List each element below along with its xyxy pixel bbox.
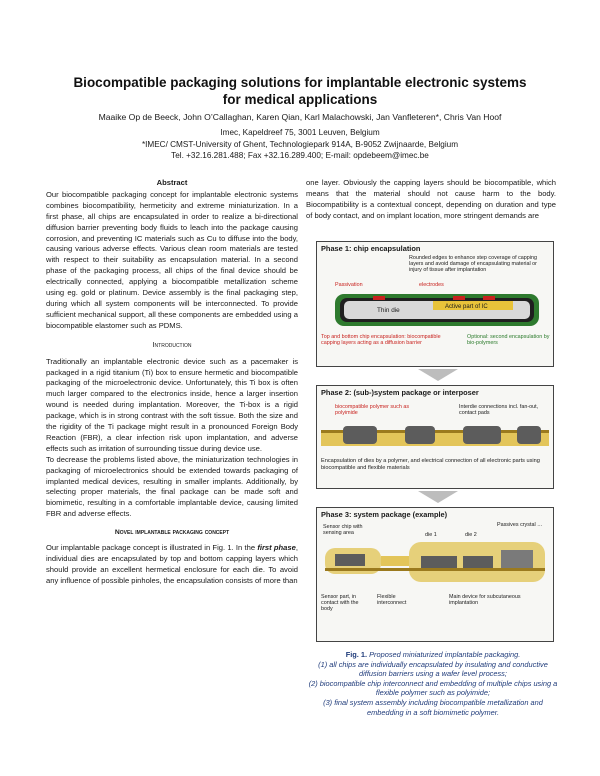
electrode-shape bbox=[483, 296, 495, 300]
caption-line-2: (1) all chips are individually encapsulated by insulating and conductive diffusion barriers using a wafer level process; bbox=[318, 659, 548, 679]
phase-2-title: Phase 2: (sub-)system package or interposer bbox=[321, 388, 479, 397]
label-phase-2-description: Encapsulation of dies by a polymer, and electrical connection of all electronic parts using biocompatible and flexible materials bbox=[321, 458, 540, 471]
caption-line-1: Proposed miniaturized implantable packaging. bbox=[369, 650, 521, 659]
authors: Maaike Op de Beeck, John O’Callaghan, Karen Qian, Karl Malachowski, Jan Vanfleteren*, Chris Van Hoof bbox=[98, 112, 502, 122]
concept-text-a: Our implantable package concept is illustrated in Fig. 1. In the bbox=[46, 543, 256, 553]
contact-line: Tel. +32.16.281.488; Fax +32.16.289.400; E-mail: opdebeem@imec.be bbox=[171, 151, 429, 160]
label-sensor-chip: Sensor chip with sensing area bbox=[323, 524, 363, 537]
paper-title bbox=[40, 74, 560, 108]
abstract-heading: Abstract bbox=[156, 178, 188, 187]
label-interconnections: Interdie connections incl. fan-out, contact pads bbox=[459, 404, 539, 417]
flexible-interconnect-shape bbox=[381, 556, 409, 566]
phase-2-panel bbox=[316, 385, 554, 489]
label-passives: Passives crystal … bbox=[497, 522, 543, 528]
die-shape bbox=[421, 556, 457, 568]
right-column-text: one layer. Obviously the capping layers should be biocompatible, which means that the material should not cause harm to the body. Biocompatibility is a contextual concept, depending on duration and type of body contact, and on implant location, more stringent demands are bbox=[306, 178, 556, 220]
label-rounded-edges: Rounded edges to enhance step coverage of capping layers and avoid damage of encapsulating material or injury of tissue after implantation bbox=[409, 255, 537, 274]
concept-para bbox=[46, 543, 298, 587]
subsystem-package-diagram bbox=[321, 422, 549, 452]
label-die-2: die 2 bbox=[465, 532, 477, 538]
phase-1-panel bbox=[316, 241, 554, 367]
figure-caption bbox=[306, 650, 560, 717]
label-flexible-interconnect: Flexible interconnect bbox=[377, 594, 407, 607]
label-die-1: die 1 bbox=[425, 532, 437, 538]
metal-line-shape bbox=[325, 568, 545, 571]
label-active-part: Active part of IC bbox=[445, 304, 488, 310]
label-passivation: Passivation bbox=[335, 282, 363, 288]
caption-line-3: (2) biocompatible chip interconnect and embedding of multiple chips using a flexible polymer such as polyimide; bbox=[308, 678, 558, 698]
affiliation-line: *IMEC/ CMST-University of Ghent, Technologiepark 914A, B-9052 Zwijnaarde, Belgium bbox=[141, 139, 459, 149]
caption-line-4: (3) final system assembly including biocompatible metallization and embedding in a soft biomimetic polymer. bbox=[323, 697, 543, 717]
phase-1-title: Phase 1: chip encapsulation bbox=[321, 244, 421, 253]
phase-3-panel bbox=[316, 507, 554, 642]
affiliations bbox=[60, 127, 540, 162]
label-electrodes: electrodes bbox=[419, 282, 444, 288]
die-shape bbox=[343, 426, 377, 444]
die-shape bbox=[463, 426, 501, 444]
concept-text-b: , individual dies are encapsulated by top and bottom capping layers which should provide an excellent hermetical enclosure for each die. To avoid any influence of possible pinholes, the encapsulation consists of more than bbox=[46, 543, 298, 585]
arrow-down-icon bbox=[418, 491, 458, 503]
concept-heading: Novel implantable packaging concept bbox=[114, 529, 230, 537]
abstract-text: Our biocompatible packaging concept for implantable electronic systems combines biocompatibility, hermeticity and extreme miniaturization. In a first phase, all chips are encapsulated in order to realize a bi-directional diffusion barrier preventing body fluids to leach into the package causing corrosion, and preventing IC materials such as Cu to diffuse into the body, causing various adverse effects. Various clean room materials are tested with respect to their suitability as encapsulation material. In a second phase of the packaging process, all chips of the final device should be electrically connected, applying a biocompatible metallization scheme using eg. gold or platinum. Device assembly is the final packaging step, during which all system components will be interconnected. To provide sufficient mechanical support, all these components are embedded using a biocompatible elastomer such as PDMS. bbox=[46, 189, 298, 330]
die-shape bbox=[517, 426, 541, 444]
title-line-1: Biocompatible packaging solutions for implantable electronic systems bbox=[73, 75, 527, 90]
electrode-shape bbox=[373, 296, 385, 300]
chip-encapsulation-diagram bbox=[333, 290, 543, 330]
concept-first-phase: first phase bbox=[257, 543, 296, 553]
passives-shape bbox=[501, 550, 533, 568]
label-main-device: Main device for subcutaneous implantation bbox=[449, 594, 521, 607]
system-package-diagram bbox=[321, 538, 549, 588]
label-capping-layers: Top and bottom chip encapsulation: biocompatible capping layers acting as a diffusion barrier bbox=[321, 334, 441, 347]
label-thin-die: Thin die bbox=[377, 307, 400, 314]
introduction-para-1: Traditionally an implantable electronic device such as a pacemaker is packaged in a rigid titanium (Ti) box to ensure hermetic and biocompatible packaging of the microelectronic device. Unfortunately, this Ti box is often much larger compared to the electronics inside, hence a larger insertion wound is needed during implantation. Moreover, the Ti-box is a rigid package, which is in strong contrast with the soft tissue. Both the size and the rigidity of the Ti package might result in a pronounced Foreign Body Reaction (FBR), a clear infection risk upon implantation, and adverse effects such as irritation of surrounding tissue during device use. bbox=[46, 356, 298, 453]
left-column bbox=[46, 178, 298, 587]
arrow-down-icon bbox=[418, 369, 458, 381]
die-shape bbox=[463, 556, 493, 568]
introduction-para-2: To decrease the problems listed above, the miniaturization technologies in packaging of microelectronics should be extended towards packaging of implanted medical devices, resulting in smaller implants. Additionally, by selecting proper materials, the final package can be made soft and biomimetic, resulting in a comfortable implantable device, causing limited FBR and adverse effects. bbox=[46, 454, 298, 519]
electrode-shape bbox=[453, 296, 465, 300]
caption-fig-label: Fig. 1. bbox=[345, 650, 368, 659]
sensor-chip-shape bbox=[335, 554, 365, 566]
label-polymer: biocompatible polymer such as polyimide bbox=[335, 404, 410, 417]
title-line-2: for medical applications bbox=[222, 92, 378, 107]
die-shape bbox=[405, 426, 435, 444]
label-optional-encapsulation: Optional: second encapsulation by bio-polymers bbox=[467, 334, 550, 347]
figure-1 bbox=[310, 241, 560, 642]
introduction-heading: Introduction bbox=[152, 339, 192, 349]
affiliation-line: Imec, Kapeldreef 75, 3001 Leuven, Belgium bbox=[220, 128, 380, 137]
label-sensor-part: Sensor part, in contact with the body bbox=[321, 594, 359, 613]
phase-3-title: Phase 3: system package (example) bbox=[321, 510, 448, 519]
